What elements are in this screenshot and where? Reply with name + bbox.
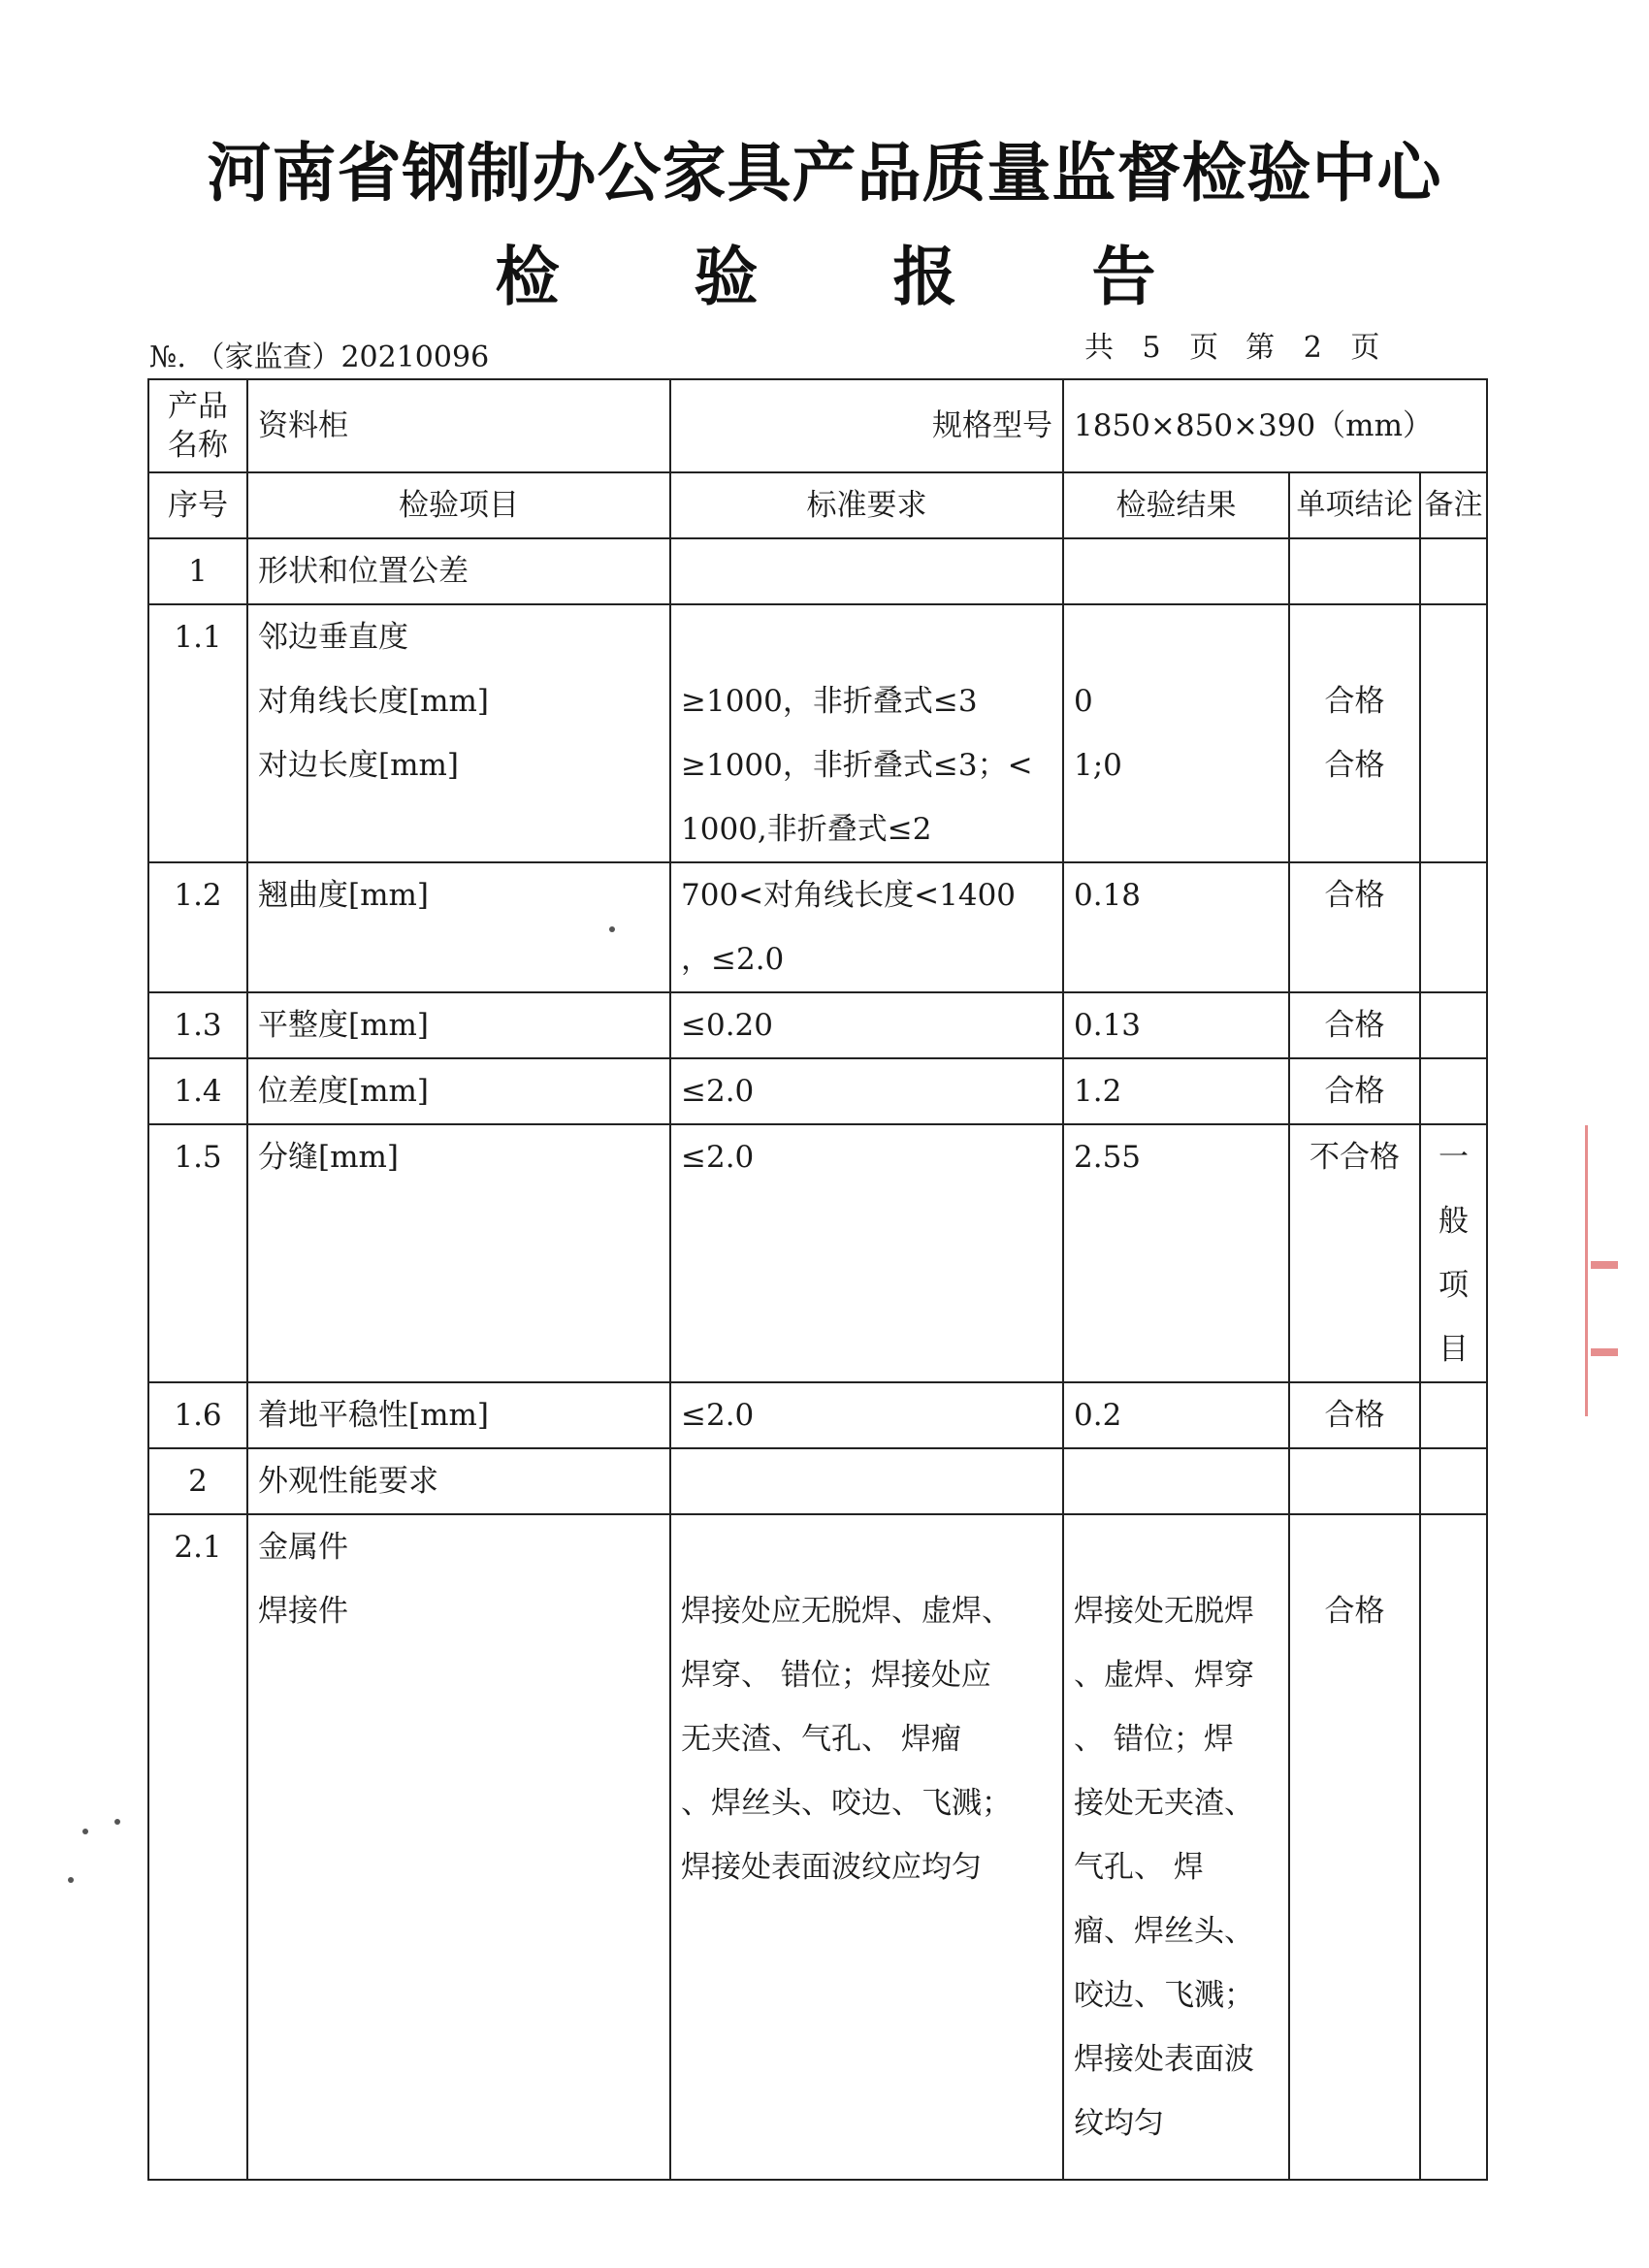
cell-item (247, 1514, 670, 2180)
remark-char: 般 (1439, 1204, 1469, 1239)
cell-standard (670, 538, 1063, 604)
cell-standard (670, 604, 1063, 862)
stamp-fragment (1591, 1261, 1618, 1269)
standard-line: ≤2.0 (681, 1140, 755, 1175)
product-name-label: 产品 名称 (148, 379, 247, 472)
conclusion-line (1300, 1515, 1409, 1579)
conclusion-line: 合格 (1324, 1398, 1385, 1433)
cell-conclusion (1289, 1382, 1420, 1448)
cell-item (247, 1058, 670, 1124)
cell-remark (1420, 1058, 1487, 1124)
item-line: 分缝[mm] (258, 1140, 399, 1175)
table-row (148, 1514, 1487, 2180)
standard-line: 、焊丝头、咬边、飞溅； (681, 1786, 1012, 1821)
table-row (148, 1058, 1487, 1124)
column-header-remark: 备注 (1420, 472, 1487, 538)
stamp-fragment (1591, 1348, 1618, 1356)
cell-conclusion (1289, 1448, 1420, 1514)
standard-line: ≤0.20 (681, 1008, 773, 1043)
cell-result (1063, 538, 1289, 604)
item-line: 位差度[mm] (258, 1074, 429, 1109)
result-line: 咬边、飞溅； (1074, 1978, 1254, 2013)
report-title: 检 验 报 告 (495, 240, 1212, 314)
result-line (1074, 1515, 1278, 1579)
scan-speck (114, 1819, 120, 1825)
column-header-result: 检验结果 (1063, 472, 1289, 538)
cell-item (247, 1124, 670, 1382)
cell-seq: 1.6 (148, 1382, 247, 1448)
standard-line: 无夹渣、气孔、 焊瘤 (681, 1722, 961, 1757)
item-line: 着地平稳性[mm] (258, 1398, 489, 1433)
model-value: 1850×850×390（mm） (1063, 379, 1487, 472)
cell-result (1063, 1514, 1289, 2180)
product-row (148, 379, 1487, 472)
cell-remark (1420, 1514, 1487, 2180)
item-line: 焊接件 (258, 1594, 348, 1629)
result-line: 0.18 (1074, 878, 1142, 913)
item-line: 金属件 (258, 1530, 348, 1565)
column-header-conclusion: 单项结论 (1289, 472, 1420, 538)
result-line: 1;0 (1074, 748, 1122, 783)
cell-result (1063, 992, 1289, 1058)
cell-standard (670, 1514, 1063, 2180)
cell-remark (1420, 1448, 1487, 1514)
cell-item (247, 538, 670, 604)
cell-result (1063, 1382, 1289, 1448)
cell-result (1063, 1448, 1289, 1514)
column-header-standard: 标准要求 (670, 472, 1063, 538)
inspection-table (147, 378, 1488, 2181)
table-row (148, 1382, 1487, 1448)
result-line: 接处无夹渣、 (1074, 1786, 1254, 1821)
table-row (148, 538, 1487, 604)
result-line: 瘤、焊丝头、 (1074, 1914, 1254, 1949)
cell-standard (670, 992, 1063, 1058)
conclusion-line: 合格 (1324, 1008, 1385, 1043)
cell-item (247, 604, 670, 862)
result-line: 焊接处无脱焊 (1074, 1594, 1254, 1629)
item-line: 邻边垂直度 (258, 620, 408, 655)
conclusion-line: 合格 (1324, 1594, 1385, 1629)
standard-line: 1000,非折叠式≤2 (681, 812, 932, 847)
result-line: 1.2 (1074, 1074, 1122, 1109)
remark-char: 一 (1439, 1140, 1469, 1175)
table-row (148, 1448, 1487, 1514)
cell-conclusion (1289, 1058, 1420, 1124)
standard-line: 焊穿、 错位；焊接处应 (681, 1658, 991, 1693)
product-name-value: 资料柜 (247, 379, 670, 472)
standard-line: ≤2.0 (681, 1398, 755, 1433)
conclusion-line: 合格 (1324, 878, 1385, 913)
total-pages: 共 5 页 (1084, 331, 1219, 365)
cell-seq: 1.5 (148, 1124, 247, 1382)
scan-speck (82, 1829, 88, 1834)
result-line: 、虚焊、焊穿 (1074, 1658, 1254, 1693)
result-line: 纹均匀 (1074, 2106, 1164, 2141)
item-line: 形状和位置公差 (258, 554, 469, 589)
cell-result (1063, 1124, 1289, 1382)
cell-item (247, 862, 670, 992)
organization-name: 河南省钢制办公家具产品质量监督检验中心 (207, 136, 1442, 211)
item-line: 平整度[mm] (258, 1008, 429, 1043)
scan-speck (68, 1877, 74, 1883)
result-line: 0 (1074, 684, 1093, 719)
item-line: 对角线长度[mm] (258, 684, 489, 719)
cell-seq: 1.3 (148, 992, 247, 1058)
cell-result (1063, 862, 1289, 992)
item-line: 翘曲度[mm] (258, 878, 429, 913)
cell-seq: 1.1 (148, 604, 247, 862)
result-line: 、 错位；焊 (1074, 1722, 1234, 1757)
cell-standard (670, 1382, 1063, 1448)
cell-seq: 1.2 (148, 862, 247, 992)
cell-result (1063, 1058, 1289, 1124)
report-number: №. （家监查）20210096 (149, 340, 490, 374)
result-line: 0.2 (1074, 1398, 1122, 1433)
column-header-row (148, 472, 1487, 538)
standard-line (681, 1515, 1052, 1579)
result-line: 2.55 (1074, 1140, 1142, 1175)
table-body (148, 538, 1487, 2180)
cell-standard (670, 1448, 1063, 1514)
conclusion-line: 合格 (1324, 748, 1385, 783)
cell-seq: 2.1 (148, 1514, 247, 2180)
cell-item (247, 1382, 670, 1448)
cell-standard (670, 1058, 1063, 1124)
item-line: 对边长度[mm] (258, 748, 459, 783)
standard-line: ≥1000，非折叠式≤3；< (681, 748, 1033, 783)
cell-remark (1420, 538, 1487, 604)
cell-conclusion (1289, 862, 1420, 992)
conclusion-line (1300, 605, 1409, 669)
item-line: 外观性能要求 (258, 1464, 438, 1499)
cell-conclusion (1289, 992, 1420, 1058)
current-page: 第 2 页 (1245, 331, 1380, 365)
cell-remark (1420, 992, 1487, 1058)
column-header-item: 检验项目 (247, 472, 670, 538)
cell-remark (1420, 862, 1487, 992)
cell-conclusion (1289, 1514, 1420, 2180)
result-line: 气孔、 焊 (1074, 1850, 1204, 1885)
standard-line: ≥1000，非折叠式≤3 (681, 684, 978, 719)
cell-conclusion (1289, 1124, 1420, 1382)
scan-speck (609, 926, 615, 932)
conclusion-line: 合格 (1324, 684, 1385, 719)
result-line (1074, 605, 1278, 669)
cell-remark (1420, 604, 1487, 862)
cell-standard (670, 862, 1063, 992)
standard-line: 焊接处表面波纹应均匀 (681, 1850, 982, 1885)
cell-conclusion (1289, 538, 1420, 604)
standard-line: ，≤2.0 (681, 942, 785, 977)
remark-char: 目 (1439, 1332, 1469, 1367)
cell-seq: 1.4 (148, 1058, 247, 1124)
cell-seq: 1 (148, 538, 247, 604)
red-stamp-edge (1585, 1125, 1627, 1416)
page-indicator (1084, 323, 1406, 366)
standard-line: 焊接处应无脱焊、虚焊、 (681, 1594, 1012, 1629)
cell-item (247, 992, 670, 1058)
table-row (148, 604, 1487, 862)
cell-result (1063, 604, 1289, 862)
result-line: 0.13 (1074, 1008, 1142, 1043)
cell-seq: 2 (148, 1448, 247, 1514)
table-row (148, 1124, 1487, 1382)
standard-line: 700<对角线长度<1400 (681, 878, 1017, 913)
table-row (148, 862, 1487, 992)
standard-line: ≤2.0 (681, 1074, 755, 1109)
cell-conclusion (1289, 604, 1420, 862)
remark-char: 项 (1439, 1268, 1469, 1303)
cell-standard (670, 1124, 1063, 1382)
conclusion-line: 不合格 (1310, 1140, 1400, 1175)
cell-item (247, 1448, 670, 1514)
standard-line (681, 605, 1052, 669)
cell-remark (1420, 1382, 1487, 1448)
column-header-seq: 序号 (148, 472, 247, 538)
model-label: 规格型号 (670, 379, 1063, 472)
cell-remark (1420, 1124, 1487, 1382)
remark-vertical-text (1439, 1125, 1470, 1381)
conclusion-line: 合格 (1324, 1074, 1385, 1109)
result-line: 焊接处表面波 (1074, 2042, 1254, 2077)
table-row (148, 992, 1487, 1058)
